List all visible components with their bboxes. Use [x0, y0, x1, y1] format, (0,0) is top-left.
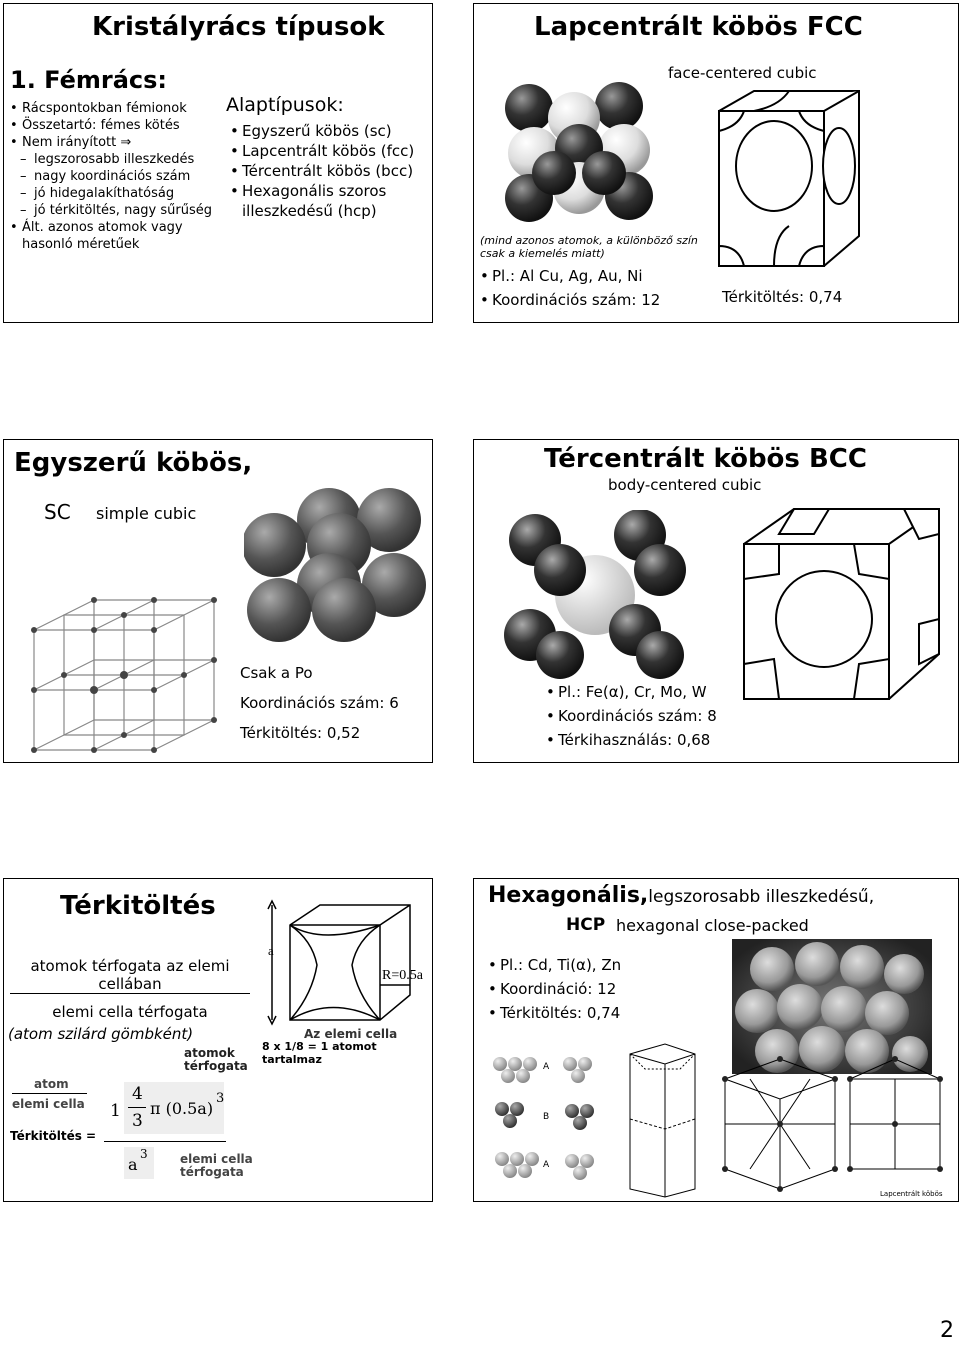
slide-sc: [3, 439, 433, 763]
list-item: • Hexagonális szoros illeszkedésű (hcp): [230, 181, 420, 221]
types-title: Alaptípusok:: [226, 94, 344, 116]
cube-a: a: [268, 943, 274, 958]
hcp-label: HCP: [566, 915, 606, 935]
unit-cell-caption-2: 8 x 1/8 = 1 atomot tartalmaz: [262, 1040, 377, 1066]
slide-title: Térkitöltés: [60, 891, 216, 921]
slide-kristalyracs: [3, 3, 433, 323]
formula-a: a: [128, 1155, 138, 1174]
bcc-sphere-image: [500, 510, 690, 680]
lattice-caption: Lapcentrált köbös: [880, 1190, 943, 1198]
title-main: Hexagonális,: [488, 883, 649, 908]
fcc-list: [480, 266, 710, 310]
slide-title: Kristályrács típusok: [92, 12, 385, 42]
slide-bcc: [473, 439, 959, 763]
sc-lattice-drawing: [24, 570, 234, 760]
sc-po: Csak a Po: [240, 664, 313, 682]
label-a-1: A: [543, 1062, 550, 1072]
list-item: • Összetartó: fémes kötés: [10, 117, 225, 134]
hcp-diagram: [480, 1039, 950, 1199]
sc-sphere-image: [244, 485, 433, 645]
fraction-denominator: elemi cella térfogata: [52, 1003, 208, 1021]
fraction-note: (atom szilárd gömbként): [8, 1025, 194, 1043]
page-number: 2: [940, 1318, 954, 1343]
hcp-sub: hexagonal close-packed: [616, 916, 809, 935]
unit-cell-drawing: [262, 895, 432, 1045]
types-list: [230, 121, 420, 221]
slide-title: Lapcentrált köbös FCC: [534, 12, 863, 42]
label-elemi-cella-terfogata: elemi cella térfogata: [180, 1152, 253, 1179]
formula-pi: π (0.5a): [150, 1099, 214, 1118]
label-a-2: A: [543, 1160, 550, 1170]
cube-r: R=0.5a: [382, 968, 423, 983]
label-elemi-cella: elemi cella: [12, 1097, 85, 1111]
slide-title: Tércentrált köbös BCC: [544, 444, 867, 474]
frac-bar-main: [104, 1141, 226, 1142]
list-item: • Ált. azonos atomok vagy hasonló méretűek: [10, 219, 225, 253]
sc-sub: simple cubic: [96, 504, 197, 523]
frac-bar: [128, 1107, 146, 1108]
list-item: – legszorosabb illeszkedés: [10, 151, 225, 168]
label-b-1: B: [543, 1112, 550, 1122]
slide-title: Egyszerű köbös,: [14, 448, 253, 478]
list-item: • Pl.: Fe(α), Cr, Mo, W: [546, 682, 786, 702]
sc-label: SC: [44, 500, 71, 524]
list-item: • Pl.: Al Cu, Ag, Au, Ni: [480, 266, 710, 286]
bcc-list: [546, 682, 786, 750]
list-item: • Rácspontokban fémionok: [10, 100, 225, 117]
section-heading: 1. Fémrács:: [10, 66, 168, 94]
fcc-fill: Térkitöltés: 0,74: [722, 288, 843, 306]
fcc-note: (mind azonos atomok, a különböző szín csak a kiemelés miatt): [480, 234, 698, 260]
list-item: • Koordináció: 12: [488, 979, 708, 999]
slide-terkitoltes: [3, 878, 433, 1202]
list-item: • Tércentrált köbös (bcc): [230, 161, 420, 181]
fem-list: [10, 100, 225, 253]
sc-coord: Koordinációs szám: 6: [240, 694, 399, 712]
list-item: – jó térkitöltés, nagy sűrűség: [10, 202, 225, 219]
sc-fill: Térkitöltés: 0,52: [240, 724, 361, 742]
formula-one: 1: [110, 1101, 121, 1121]
list-item: • Pl.: Cd, Ti(α), Zn: [488, 955, 708, 975]
list-item: • Koordinációs szám: 12: [480, 290, 710, 310]
formula-exp: 3: [216, 1091, 225, 1106]
slide-subtitle: face-centered cubic: [668, 64, 817, 82]
slide-hcp: [473, 878, 959, 1202]
formula-three: 3: [132, 1111, 143, 1131]
label-atom: atom: [34, 1077, 69, 1091]
divider: [12, 1093, 87, 1094]
hcp-list: [488, 955, 708, 1023]
slide-title: [488, 883, 874, 908]
formula-a-exp: 3: [140, 1147, 148, 1161]
list-item: • Egyszerű köbös (sc): [230, 121, 420, 141]
unit-cell-caption-1: Az elemi cella: [304, 1027, 398, 1041]
list-item: – jó hidegalakíthatóság: [10, 185, 225, 202]
slide-subtitle: body-centered cubic: [608, 476, 762, 494]
fcc-cube-drawing: [714, 86, 864, 271]
list-item: • Térkihasználás: 0,68: [546, 730, 786, 750]
title-rest: legszorosabb illeszkedésű,: [648, 887, 875, 907]
fraction-numerator: atomok térfogata az elemi cellában: [10, 957, 250, 994]
list-item: – nagy koordinációs szám: [10, 168, 225, 185]
label-terkitoltes-eq: Térkitöltés =: [10, 1129, 97, 1143]
bcc-cube-drawing: [734, 504, 944, 704]
list-item: • Koordinációs szám: 8: [546, 706, 786, 726]
list-item: • Nem irányított ⇒: [10, 134, 225, 151]
list-item: • Térkitöltés: 0,74: [488, 1003, 708, 1023]
list-item: • Lapcentrált köbös (fcc): [230, 141, 420, 161]
slide-fcc: [473, 3, 959, 323]
label-atomok-terfogata: atomok térfogata: [184, 1046, 248, 1073]
fcc-sphere-image: [494, 78, 664, 228]
formula-four: 4: [132, 1084, 143, 1104]
